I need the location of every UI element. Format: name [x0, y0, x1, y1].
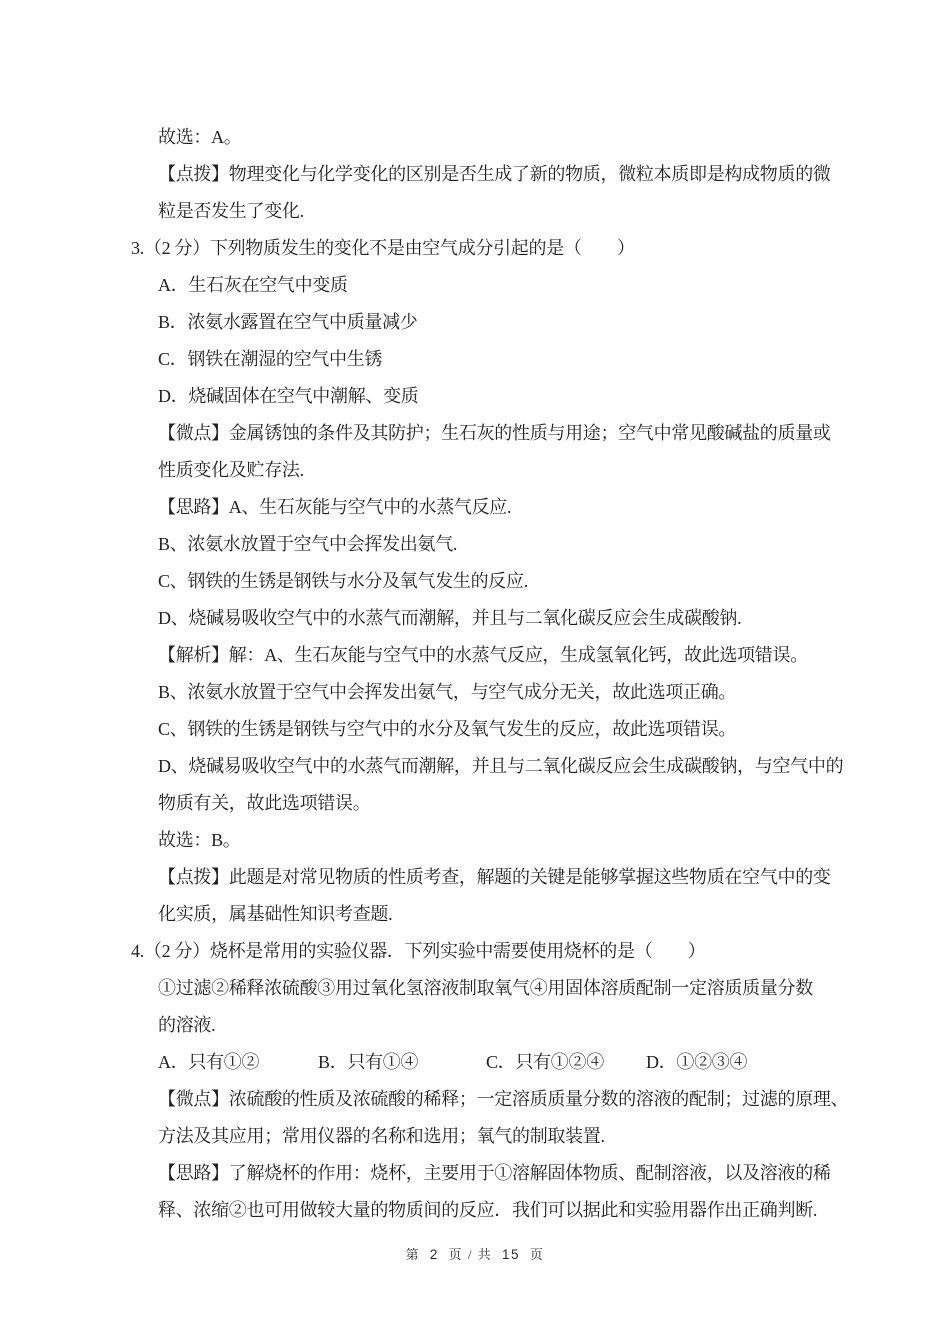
silu-line-q3-c: C、钢铁的生锈是钢铁与水分及氧气发生的反应.	[158, 571, 528, 591]
footer-prefix: 第	[405, 1247, 421, 1262]
dianbo-line-q3-cont: 化实质，属基础性知识考查题.	[158, 904, 393, 924]
weidian-line-q4: 【微点】浓硫酸的性质及浓硫酸的稀释；一定溶质质量分数的溶液的配制；过滤的原理、	[158, 1089, 849, 1109]
silu-line-q3-b: B、浓氨水放置于空气中会挥发出氨气.	[158, 534, 458, 554]
jiexi-line-q3-c: C、钢铁的生锈是钢铁与空气中的水分及氧气发生的反应，故此选项错误。	[158, 719, 737, 739]
q3-option-c: C．钢铁在潮湿的空气中生锈	[158, 349, 383, 369]
silu-line-q3-d: D、烧碱易吸收空气中的水蒸气而潮解，并且与二氧化碳反应会生成碳酸钠.	[158, 608, 742, 628]
q4-options-row-opt-0: A．只有①②	[158, 1052, 260, 1072]
jiexi-line-q3-d: D、烧碱易吸收空气中的水蒸气而潮解，并且与二氧化碳反应会生成碳酸钠，与空气中的	[158, 756, 844, 776]
q4-options-row	[0, 1044, 950, 1081]
jiexi-line-q3-b: B、浓氨水放置于空气中会挥发出氨气，与空气成分无关，故此选项正确。	[158, 682, 737, 702]
q4-stem-items-cont: 的溶液.	[158, 1015, 216, 1035]
q3-option-a: A．生石灰在空气中变质	[158, 275, 348, 295]
jiexi-line-q3-d-cont: 物质有关，故此选项错误。	[158, 793, 371, 813]
footer-page-number: 2	[429, 1247, 439, 1262]
jiexi-line-q3-a: 【解析】解：A、生石灰能与空气中的水蒸气反应，生成氢氧化钙，故此选项错误。	[158, 645, 808, 665]
question-3-stem: 3.（2 分）下列物质发生的变化不是由空气成分引起的是（ ）	[131, 238, 635, 258]
q4-options-row-opt-3: D．①②③④	[646, 1052, 748, 1072]
dianbo-line-q3: 【点拨】此题是对常见物质的性质考查，解题的关键是能够掌握这些物质在空气中的变	[158, 867, 831, 887]
dianbo-line-q2: 【点拨】物理变化与化学变化的区别是否生成了新的物质，微粒本质即是构成物质的微	[158, 164, 831, 184]
silu-line-q4: 【思路】了解烧杯的作用：烧杯，主要用于①溶解固体物质、配制溶液，以及溶液的稀	[158, 1163, 831, 1183]
footer-total-pages: 15	[502, 1247, 521, 1262]
question-4-stem: 4.（2 分）烧杯是常用的实验仪器．下列实验中需要使用烧杯的是（ ）	[131, 941, 706, 961]
weidian-line-q3-cont: 性质变化及贮存法.	[158, 460, 304, 480]
q4-options-row-opt-2: C．只有①②④	[486, 1052, 604, 1072]
q3-option-d: D．烧碱固体在空气中潮解、变质	[158, 386, 419, 406]
q3-option-b: B．浓氨水露置在空气中质量减少	[158, 312, 418, 332]
document-body	[0, 119, 950, 1229]
silu-line-q3-a: 【思路】A、生石灰能与空气中的水蒸气反应.	[158, 497, 512, 517]
weidian-line-q4-cont: 方法及其应用；常用仪器的名称和选用；氧气的制取装置.	[158, 1126, 605, 1146]
footer-suffix: 页	[529, 1247, 545, 1262]
q4-stem-items: ①过滤②稀释浓硫酸③用过氧化氢溶液制取氧气④用固体溶质配制一定溶质质量分数	[158, 978, 813, 998]
page-footer	[0, 1244, 950, 1263]
answer-line-q3: 故选：B。	[158, 830, 241, 850]
footer-infix: 页 / 共	[448, 1247, 493, 1262]
silu-line-q4-cont: 释、浓缩②也可用做较大量的物质间的反应．我们可以据此和实验用器作出正确判断.	[158, 1200, 818, 1220]
q4-options-row-opt-1: B．只有①④	[318, 1052, 419, 1072]
dianbo-line-q2-cont: 粒是否发生了变化.	[158, 201, 304, 221]
answer-line-q2: 故选：A。	[158, 127, 242, 147]
weidian-line-q3: 【微点】金属锈蚀的条件及其防护；生石灰的性质与用途；空气中常见酸碱盐的质量或	[158, 423, 831, 443]
